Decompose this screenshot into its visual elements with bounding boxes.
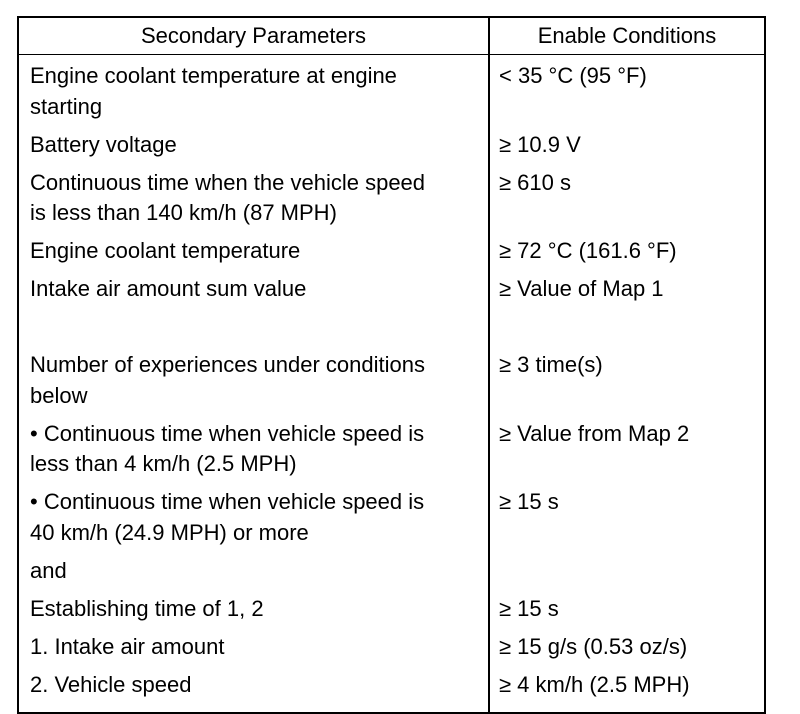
parameters-column (19, 55, 490, 712)
condition-cell: ≥ 15 g/s (0.53 oz/s) (499, 633, 688, 659)
condition-cell: ≥ 4 km/h (2.5 MPH) (499, 671, 690, 697)
condition-cell: ≥ 610 s (499, 169, 572, 195)
parameter-cell: • Continuous time when vehicle speed is 40 km/h (24.9 MPH) or more (30, 489, 425, 545)
header-enable-conditions: Enable Conditions (537, 23, 717, 48)
parameter-cell: • Continuous time when vehicle speed is less than 4 km/h (2.5 MPH) (30, 420, 425, 476)
parameter-cell: Number of experiences under conditions below (30, 352, 426, 408)
parameter-cell: Establishing time of 1, 2 (30, 595, 264, 621)
condition-cell: ≥ Value of Map 1 (499, 276, 664, 301)
parameter-cell: and (30, 557, 67, 583)
conditions-column (490, 55, 764, 712)
table-body (19, 55, 764, 712)
table-header (19, 18, 764, 55)
condition-cell: ≥ 15 s (499, 595, 559, 621)
condition-cell: ≥ 15 s (499, 489, 559, 514)
parameter-cell: Battery voltage (30, 131, 177, 157)
condition-cell: ≥ 3 time(s) (499, 352, 603, 377)
condition-cell: ≥ 10.9 V (499, 131, 581, 157)
parameter-cell: Engine coolant temperature (30, 238, 301, 263)
condition-cell: ≥ Value from Map 2 (499, 420, 690, 446)
parameters-table (17, 16, 766, 714)
condition-cell: ≥ 72 °C (161.6 °F) (499, 238, 677, 263)
condition-cell (490, 312, 764, 350)
parameter-cell: Engine coolant temperature at engine starting (30, 63, 397, 119)
header-secondary-parameters: Secondary Parameters (19, 18, 490, 54)
parameter-cell (19, 312, 488, 350)
parameter-cell: Continuous time when the vehicle speed is less than 140 km/h (87 MPH) (30, 169, 426, 225)
condition-cell (490, 556, 764, 594)
parameter-cell: 1. Intake air amount (30, 633, 225, 659)
condition-cell: < 35 °C (95 °F) (499, 63, 647, 88)
parameter-cell: 2. Vehicle speed (30, 671, 192, 697)
parameter-cell: Intake air amount sum value (30, 276, 307, 301)
